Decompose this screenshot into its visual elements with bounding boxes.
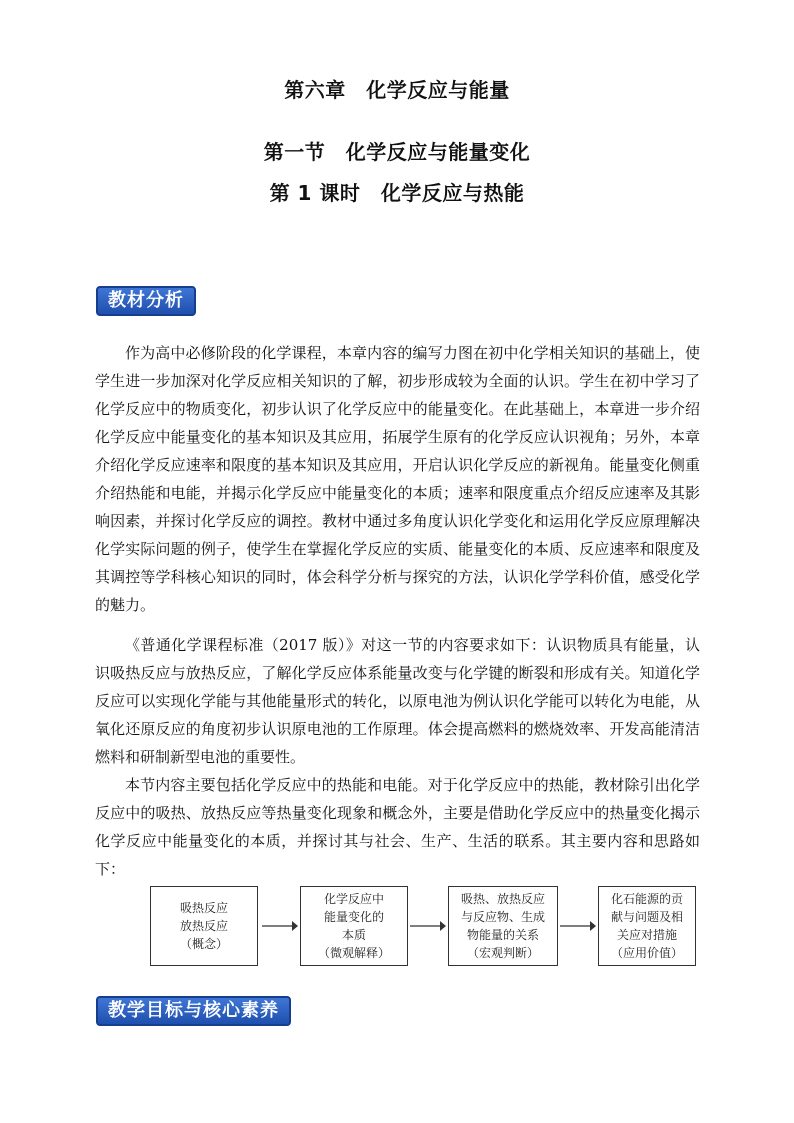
section-badge-objectives: 教学目标与核心素养	[96, 996, 291, 1026]
flow-box-macro	[448, 886, 558, 966]
lesson-title: 第 1 课时 化学反应与热能	[269, 181, 525, 205]
flow-line: 化石能源的贡	[610, 892, 683, 906]
flow-line: 与反应物、生成	[460, 910, 545, 924]
arrow-right-icon	[262, 918, 298, 934]
flow-line: （概念）	[179, 937, 228, 951]
flow-line: （微观解释）	[317, 946, 390, 960]
paragraph-standard: 《普通化学课程标准（2017 版）》对这一节的内容要求如下：认识物质具有能量，认识吸热反应与放热反应，了解化学反应体系能量改变与化学键的断裂和形成有关。知道化学反应可以实现化学能与其他能量形式的转化，以原电池为例认识化学能可以转化为电能，从氧化还原反应的角度初步认识原电池的工作原理。体会提高燃料的燃烧效率、开发高能清洁燃料和研制新型电池的重要性。	[95, 636, 700, 766]
flow-line: 献与问题及相	[610, 910, 683, 924]
paragraph-content: 本节内容主要包括化学反应中的热能和电能。对于化学反应中的热能，教材除引出化学反应中的吸热、放热反应等热量变化现象和概念外，主要是借助化学反应中的热量变化揭示化学反应中能量变化的本质，并探讨其与社会、生产、生活的联系。其主要内容和思路如下：	[95, 776, 700, 878]
flow-line: 关应对措施	[616, 928, 677, 942]
flow-line: 物能量的关系	[466, 928, 539, 942]
flow-box-concept	[150, 886, 258, 966]
flow-line: （应用价值）	[610, 946, 683, 960]
flow-line: 吸热、放热反应	[460, 892, 545, 906]
section-title: 第一节 化学反应与能量变化	[263, 140, 531, 164]
arrow-right-icon	[410, 918, 446, 934]
paragraph-analysis: 作为高中必修阶段的化学课程，本章内容的编写力图在初中化学相关知识的基础上，使学生进一步加深对化学反应相关知识的了解，初步形成较为全面的认识。学生在初中学习了化学反应中的物质变化，初步认识了化学反应中的能量变化。在此基础上，本章进一步介绍化学反应中能量变化的基本知识及其应用，拓展学生原有的化学反应认识视角；另外，本章介绍化学反应速率和限度的基本知识及其应用，开启认识化学反应的新视角。能量变化侧重介绍热能和电能，并揭示化学反应中能量变化的本质；速率和限度重点介绍反应速率及其影响因素，并探讨化学反应的调控。教材中通过多角度认识化学变化和运用化学反应原理解决化学实际问题的例子，使学生在掌握化学反应的实质、能量变化的本质、反应速率和限度及其调控等学科核心知识的同时，体会科学分析与探究的方法，认识化学学科价值，感受化学的魅力。	[95, 344, 700, 614]
flow-line: 放热反应	[179, 919, 228, 933]
flow-box-application	[598, 886, 696, 966]
flow-box-micro	[300, 886, 408, 966]
flow-line: 本质	[341, 928, 366, 942]
arrow-right-icon	[560, 918, 596, 934]
flow-line: （宏观判断）	[466, 946, 539, 960]
chapter-title: 第六章 化学反应与能量	[284, 78, 510, 102]
section-badge-analysis: 教材分析	[96, 286, 196, 316]
flow-line: 吸热反应	[179, 901, 228, 915]
flow-line: 化学反应中	[323, 892, 384, 906]
flow-line: 能量变化的	[323, 910, 384, 924]
